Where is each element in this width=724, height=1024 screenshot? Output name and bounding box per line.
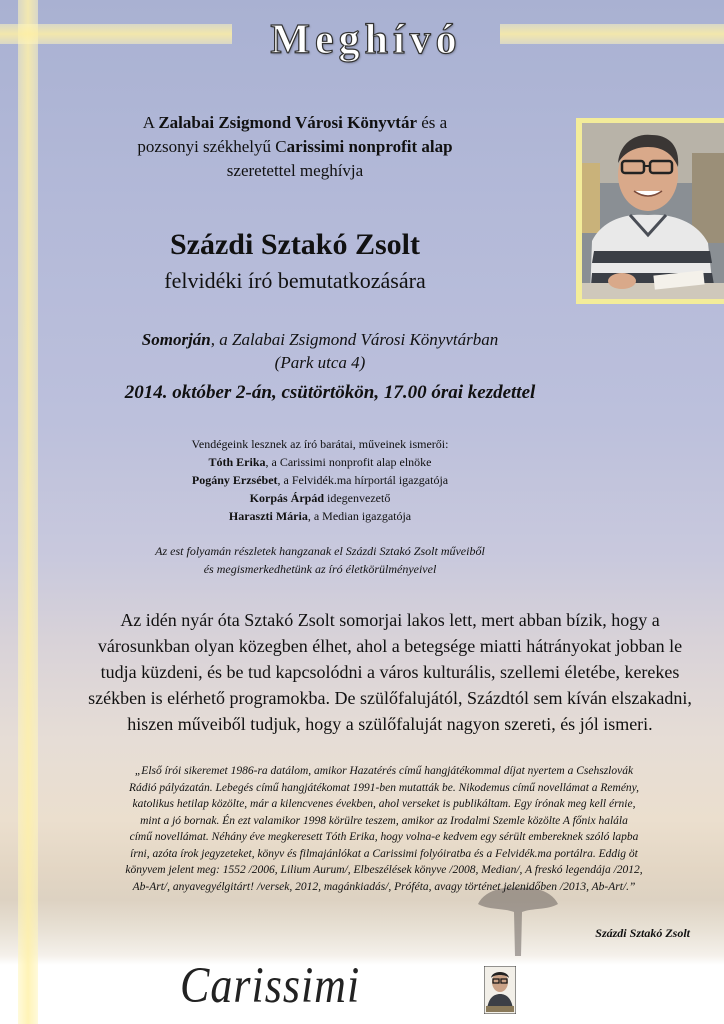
event-note: Az est folyamán részletek hangzanak el Százdi Sztakó Zsolt műveiből és megismerkedhetünk az író életkörülményeivel — [155, 544, 485, 576]
paragraph-line: városunkban olyan közegben élhet, ahol a betegsége miatti hátrányokat jobban le — [97, 636, 683, 656]
yellow-horizontal-band-right — [500, 24, 724, 44]
event-location: Somorján, a Zalabai Zsigmond Városi Könyvtárban — [141, 330, 499, 349]
guest-item: Tóth Erika, a Carissimi nonprofit alap elnöke — [208, 455, 432, 469]
guest-item: Haraszti Mária, a Median igazgatója — [228, 509, 412, 523]
quote-line: Ab-Art/, anyavegyélgitárt! /versek, 2012, magánkiadás/, Próféta, avagy történet jelenidőben /2013, Ab-Art/.” — [132, 880, 636, 893]
intro-text — [60, 111, 530, 183]
guest-item: Korpás Árpád idegenvezető — [249, 491, 391, 505]
yellow-vertical-band — [18, 0, 38, 1024]
event-address: (Park utca 4) — [274, 353, 366, 372]
intro-line-1: A Zalabai Zsigmond Városi Könyvtár és a — [142, 113, 448, 132]
library-name: Zalabai Zsigmond Városi Könyvtár — [158, 113, 418, 132]
quote-line: írni, azóta írok jegyzeteket, könyv és filmajánlókat a Carissimi folyóiratba és a Felvidék.ma portálra. Eddig öt — [130, 847, 638, 860]
quote-line: Rádió pályázatán. Lebegés című hangjátékomat 1991-ben mutatták be. Nikodemus című novellámat a Remény, — [128, 781, 640, 794]
author-portrait-image — [582, 123, 724, 299]
portrait-logo-icon — [484, 966, 516, 1014]
guest-list — [80, 435, 560, 525]
paragraph-line: Az idén nyár óta Sztakó Zsolt somorjai lakos lett, mert abban bízik, hogy a — [120, 610, 660, 630]
event-subtitle: felvidéki író bemutatkozására — [164, 268, 426, 293]
paragraph-line: tudja küzdeni, és be tud kapcsolódni a város kulturális, szellemi életébe, kerekes — [100, 662, 680, 682]
yellow-horizontal-band-left — [0, 24, 232, 44]
main-paragraph — [70, 607, 710, 737]
quote-line: könyvem jelent meg: 1552 /2006, Lilium Aurum/, Elbeszélések könyve /2008, Median/, A freskó legendája /2012, — [125, 864, 643, 876]
foundation-name: arissimi nonprofit alap — [286, 137, 453, 156]
quote-signature: Százdi Sztakó Zsolt — [595, 926, 690, 940]
paragraph-line: hiszen műveiből tudjuk, hogy a szülőfaluját nagyon szereti, és jól ismeri. — [127, 714, 653, 734]
paragraph-line: székben is elérhető programokba. De szülőfalujától, Százdtól sem kíván elszakadni, — [88, 688, 692, 708]
event-datetime: 2014. október 2-án, csütörtökön, 17.00 órai kezdettel — [124, 382, 536, 403]
page-title: Meghívó — [270, 17, 462, 63]
intro-line-3: szeretettel meghívja — [226, 161, 364, 180]
quote-line: című novellámat. Néhány éve megkeresett Tóth Erika, hogy volna-e kedvem egy sérült embereknek szóló lapba — [129, 831, 639, 843]
author-quote — [60, 763, 708, 895]
city-name: Somorján — [141, 330, 211, 349]
quote-line: „Első írói sikeremet 1986-ra datálom, amikor Hazatérés című hangjátékommal díjat nyertem a Csehszlovák — [134, 765, 634, 777]
guest-item: Pogány Erzsébet, a Felvidék.ma hírportál igazgatója — [191, 473, 449, 487]
guest-list-intro: Vendégeink lesznek az író barátai, műveinek ismerői: — [191, 437, 449, 451]
quote-line: mint a jó bornak. Én ezt valamikor 1998 körülre teszem, amikor az Irodalmi Szemle közölte A főnix halála — [140, 814, 628, 827]
quote-line: katolikus hetilap közölte, már a kilencvenes években, ahol verseket is publikáltam. Egy írónak meg kell érnie, — [132, 798, 636, 810]
author-photo — [576, 118, 724, 304]
carissimi-logo: Carissimi — [180, 957, 361, 1014]
author-name: Százdi Sztakó Zsolt — [169, 228, 421, 261]
intro-line-2: pozsonyi székhelyű Carissimi nonprofit alap — [137, 137, 453, 156]
